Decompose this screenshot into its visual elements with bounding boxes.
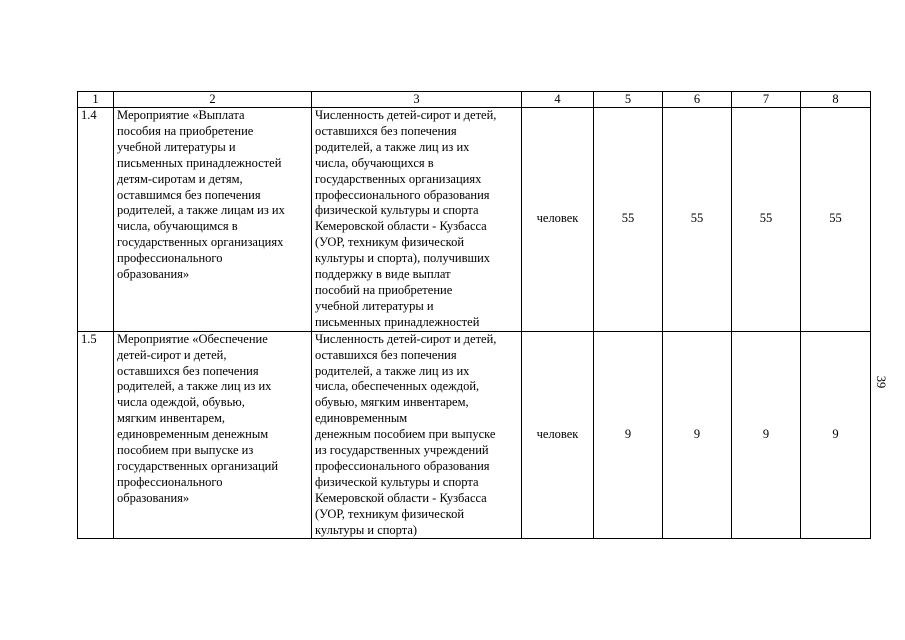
table-header-row <box>78 92 871 108</box>
indicator-description <box>312 108 522 332</box>
unit-cell: человек <box>522 331 594 539</box>
value-col-7: 9 <box>732 331 801 539</box>
unit-cell: человек <box>522 108 594 332</box>
value-col-5: 9 <box>594 331 663 539</box>
indicator-text: Численность детей-сирот и детей, оставшихся без попечения родителей, а также лиц из их числа, обучающихся в государственных организациях профессионального образования физической культуры и спорта Кемеровской области - Кузбасса (УОР, техникум физической культуры и спорта), получивших поддержку в виде выплат пособий на приобретение учебной литературы и письменных принадлежностей <box>315 108 497 329</box>
event-text: Мероприятие «Обеспечение детей-сирот и детей, оставшихся без попечения родителей, а также лиц из их числа одеждой, обувью, мягким инвентарем, единовременным денежным пособием при выпуске из государственных организаций профессионального образования» <box>117 331 279 505</box>
value-col-8: 9 <box>801 331 871 539</box>
value-col-6: 55 <box>663 108 732 332</box>
event-description <box>114 331 312 539</box>
header-cell: 7 <box>732 92 801 108</box>
event-text: Мероприятие «Выплата пособия на приобретение учебной литературы и письменных принадлежностей детям-сиротам и детям, оставшимся без попечения родителей, а также лицам из их числа, обучающимся в государственных организациях профессионального образования» <box>117 108 285 282</box>
indicator-description <box>312 331 522 539</box>
value-col-7: 55 <box>732 108 801 332</box>
header-cell: 4 <box>522 92 594 108</box>
indicator-text: Численность детей-сирот и детей, оставшихся без попечения родителей, а также лиц из их числа, обеспеченных одеждой, обувью, мягким инвентарем, единовременным денежным пособием при выпуске из государственных учреждений профессионального образования физической культуры и спорта Кемеровской области - Кузбасса (УОР, техникум физической культуры и спорта) <box>315 331 497 537</box>
table-row <box>78 331 871 539</box>
event-description <box>114 108 312 332</box>
page-number: 39 <box>874 375 888 389</box>
table-row <box>78 108 871 332</box>
header-cell: 5 <box>594 92 663 108</box>
indicators-table <box>77 91 871 539</box>
value-col-5: 55 <box>594 108 663 332</box>
value-col-6: 9 <box>663 331 732 539</box>
row-number: 1.4 <box>78 108 114 332</box>
header-cell: 8 <box>801 92 871 108</box>
header-cell: 1 <box>78 92 114 108</box>
header-cell: 2 <box>114 92 312 108</box>
value-col-8: 55 <box>801 108 871 332</box>
header-cell: 6 <box>663 92 732 108</box>
row-number: 1.5 <box>78 331 114 539</box>
header-cell: 3 <box>312 92 522 108</box>
